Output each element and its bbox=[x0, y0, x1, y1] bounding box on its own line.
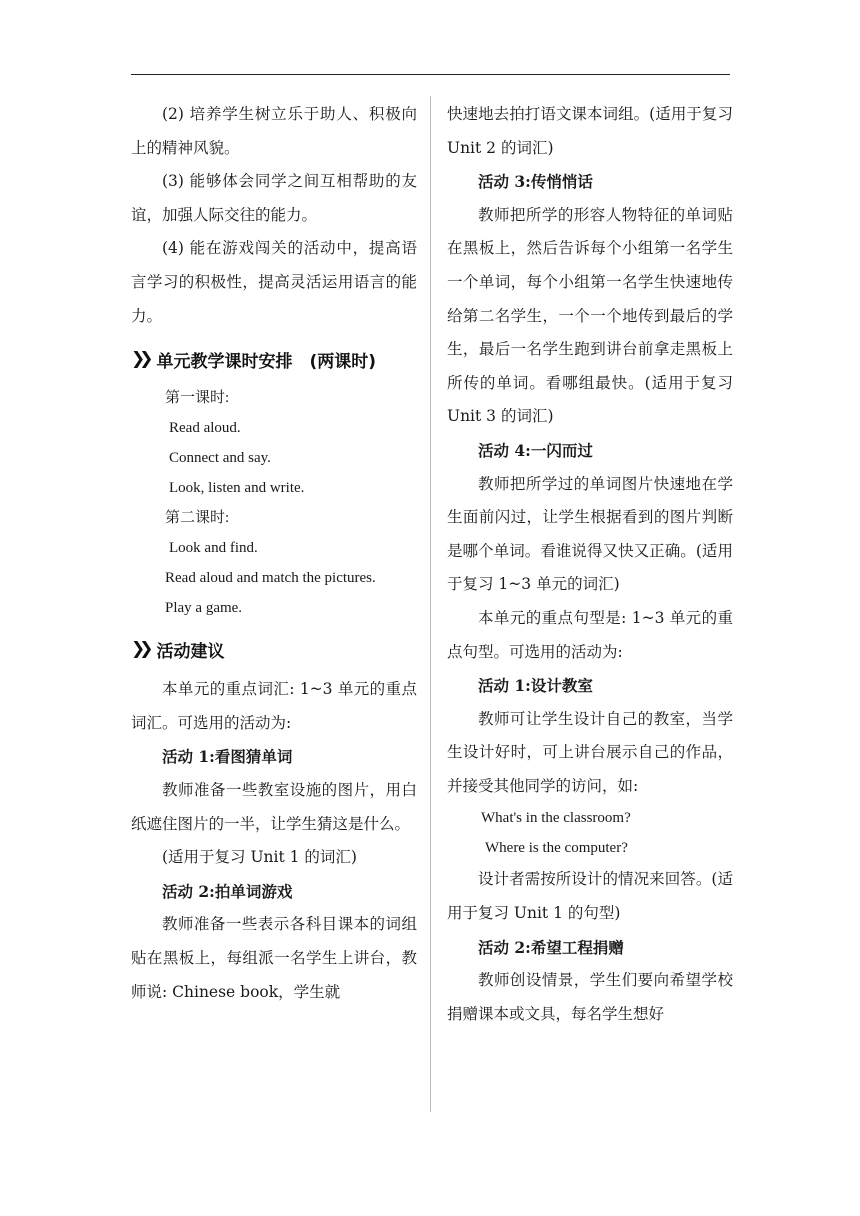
activity1-text: 教师准备一些教室设施的图片，用白纸遮住图片的一半，让学生猜这是什么。 bbox=[131, 780, 417, 833]
activity-heading-text: 活动建议 bbox=[156, 641, 225, 662]
activity4-title: 活动 4:一闪而过 bbox=[478, 440, 593, 460]
activity2-title: 活动 2:拍单词游戏 bbox=[162, 881, 293, 901]
goal-2: (2) 培养学生树立乐于助人、积极向上的精神风貌。 bbox=[131, 105, 417, 157]
schedule-section-heading bbox=[131, 341, 417, 377]
double-chevron-icon: ❯❯ bbox=[131, 639, 148, 660]
lesson1-item: Read aloud. bbox=[169, 420, 241, 437]
activity1-note: (适用于复习 Unit 1 的词汇) bbox=[162, 848, 357, 867]
sentence-activity2-title: 活动 2:希望工程捐赠 bbox=[478, 937, 624, 957]
left-column bbox=[131, 98, 417, 1009]
lesson1-item: Look, listen and write. bbox=[169, 480, 305, 497]
header-rule bbox=[131, 74, 730, 75]
lesson2-item: Play a game. bbox=[165, 600, 243, 617]
goal-4: (4) 能在游戏闯关的活动中，提高语言学习的积极性，提高灵活运用语言的能力。 bbox=[131, 239, 417, 325]
vocab-intro: 本单元的重点词汇: 1~3 单元的重点词汇。可选用的活动为: bbox=[131, 680, 417, 732]
sentence-activity2-text: 教师创设情景，学生们要向希望学校捐赠课本或文具，每名学生想好 bbox=[447, 971, 733, 1023]
column-divider bbox=[430, 96, 431, 1112]
lesson1-label: 第一课时: bbox=[165, 390, 230, 407]
activity-section-heading bbox=[131, 631, 417, 667]
goal-3: (3) 能够体会同学之间互相帮助的友谊，加强人际交往的能力。 bbox=[131, 172, 417, 224]
sentence-activity1-answer: 设计者需按所设计的情况来回答。(适用于复习 Unit 1 的句型) bbox=[447, 870, 733, 923]
sentence-activity1-question: What's in the classroom? bbox=[481, 810, 631, 827]
activity3-text: 教师把所学的形容人物特征的单词贴在黑板上，然后告诉每个小组第一名学生一个单词，每个小组第一名学生快速地传给第二名学生，一个一个地传到最后的学生，最后一名学生跑到讲台前拿走黑板上所传的单词。看哪组最快。(适用于复习 Unit 3 的词汇) bbox=[447, 205, 733, 426]
sentence-activity1-title: 活动 1:设计教室 bbox=[478, 676, 593, 696]
activity2-continuation: 快速地去拍打语文课本词组。(适用于复习 Unit 2 的词汇) bbox=[447, 105, 733, 157]
sentence-activity1-text: 教师可让学生设计自己的教室，当学生设计好时，可上讲台展示自己的作品，并接受其他同学的访问，如: bbox=[447, 709, 733, 795]
schedule-heading-text: 单元教学课时安排 (两课时) bbox=[156, 351, 377, 372]
lesson2-item: Read aloud and match the pictures. bbox=[165, 570, 376, 587]
sentence-intro: 本单元的重点句型是: 1~3 单元的重点句型。可选用的活动为: bbox=[447, 608, 733, 661]
activity1-title: 活动 1:看图猜单词 bbox=[162, 747, 293, 767]
lesson1-item: Connect and say. bbox=[169, 450, 271, 467]
lesson2-label: 第二课时: bbox=[165, 510, 230, 527]
activity4-text: 教师把所学过的单词图片快速地在学生面前闪过，让学生根据看到的图片判断是哪个单词。看谁说得又快又正确。(适用于复习 1~3 单元的词汇) bbox=[447, 474, 733, 594]
lesson2-item: Look and find. bbox=[169, 540, 258, 557]
activity2-text: 教师准备一些表示各科目课本的词组贴在黑板上，每组派一名学生上讲台，教师说: Chinese book，学生就 bbox=[131, 915, 417, 1001]
activity3-title: 活动 3:传悄悄话 bbox=[478, 172, 593, 192]
sentence-activity1-question: Where is the computer? bbox=[485, 840, 628, 857]
double-chevron-icon: ❯❯ bbox=[131, 349, 148, 370]
right-column bbox=[447, 98, 733, 1031]
